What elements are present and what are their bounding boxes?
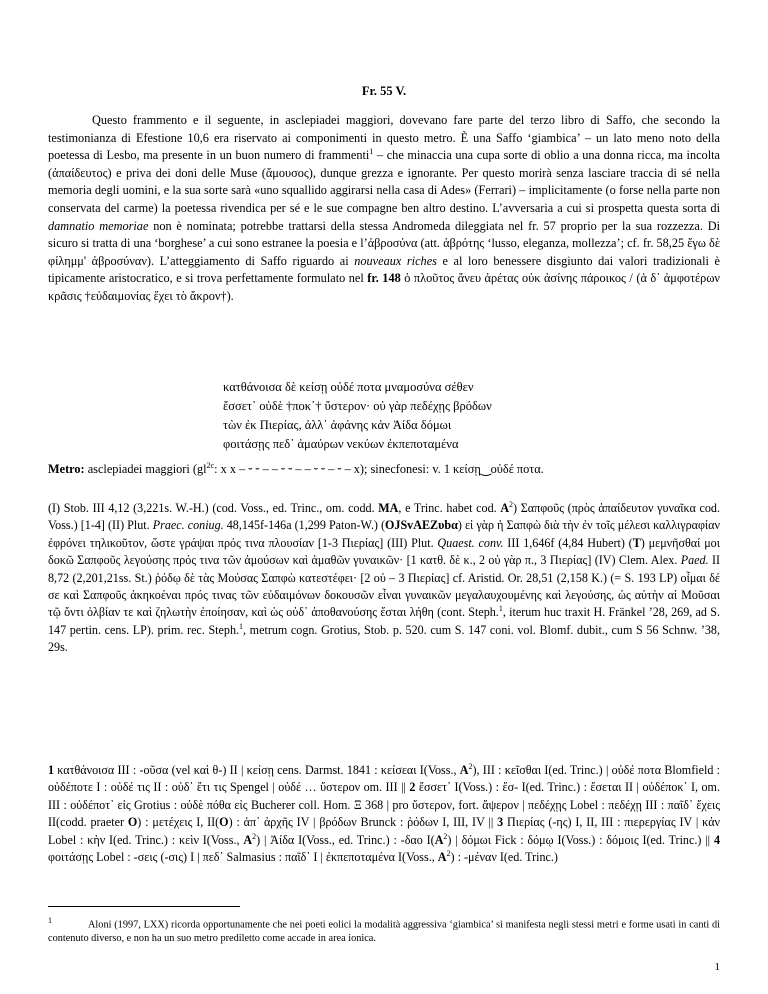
metre-label: Metro:	[48, 462, 85, 476]
page-number: 1	[714, 961, 720, 973]
footnote-text: Aloni (1997,	[88, 919, 144, 931]
verse-line: τὼν ἐκ Πιερίας, ἀλλ᾽ ἀφάνης κἀν Ἀίδα δόμωι	[223, 418, 452, 432]
apparatus-text: Πιερίας (-ης) I, II, III : πιερεργίας IV | κἀν Lobel : κὴν I(ed. Trinc.) : κεὶν I(Voss.,	[48, 815, 721, 847]
apparatus-text: ) | Ἀίδα I(Voss., ed. Trinc.) : -δαο I(	[256, 832, 435, 847]
source-bold: A	[500, 501, 510, 515]
apparatus-superscript: 2	[468, 761, 473, 771]
apparatus-text: ἔσσετ᾽ I(Voss.) : ἔσ- I(ed. Trinc.) : ἔσεται II | οὐδέποκ᾽ I, om. III : οὐδέποτ᾽ εἰς Grotius : οὐδὲ πόθα εἰς Bucherer coll. Hom. Ξ 368 | pro ὔστερον, fort. ἄψερον | πεδέχῃς Lobel : πεδέχῃ III : παῖδ᾽ ἔχεις II(codd. praeter	[48, 780, 720, 830]
source-superscript: 1	[239, 621, 244, 631]
apparatus-bold: A	[437, 850, 447, 865]
apparatus-line-number: 3	[497, 815, 504, 830]
apparatus-bold: A	[243, 832, 253, 847]
apparatus-bold: O	[127, 815, 138, 830]
apparatus-text: ) : -μέναν I(ed. Trinc.)	[450, 850, 558, 865]
apparatus-line-number: 2	[409, 780, 416, 795]
nouveaux-riches-term: nouveaux riches	[354, 253, 437, 268]
source-superscript: 2	[509, 499, 514, 509]
source-text: , e Trinc. habet cod.	[398, 501, 501, 515]
intro-text-2: – che minaccia una cupa sorte di oblio a una donna ricca, ma incolta (ἀπαίδευτος) e priva dei doni delle Muse (ἄμουσος), dunque grezza e ignorante. Per questo morirà senza lasciare traccia di sé nella memoria degli uomini, e la sua sorte sarà «uno squallido aggirarsi nella casa di Ades» (Ferrari) – implicitamente (o forse nella parte non conservata del carme) la poetessa rivendica per sé e le sue compagne ben altro destino. L’avversaria a cui si prospetta questa sorta di	[48, 148, 720, 215]
source-bold: T	[632, 535, 641, 550]
intro-text-5: ὁ πλοῦτος ἄνευ ἀρέτας οὐκ ἀσίνης πάροικος / (ἀ δ᾽ ἀμφοτέρων κρᾶσις †εὐδαιμονίας ἔχει τὸ ἄκρον†).	[48, 271, 720, 303]
intro-text-4: e al loro benessere disgiunto dai valori tradizionali è tipicamente aristocratico, e si trova perfettamente formulato nel	[48, 253, 720, 286]
verse-line: φοιτάσῃς πεδ᾽ ἀμαύρων νεκύων ἐκπεποταμένα	[223, 437, 459, 451]
source-text: 48,145f-146a (1,299 Paton-W.) (	[223, 518, 385, 533]
metre-text-a: asclepiadei maggiori (gl	[84, 462, 207, 476]
document-page	[48, 0, 720, 994]
apparatus-text: κατθάνοισα III : -οῦσα (vel καὶ θ-) II | κείσῃ cens. Darmst. 1841 : κείσεαι I(Voss.,	[54, 763, 460, 777]
footnote-text: ) ricorda opportunamente che nei poeti eolici la modalità aggressiva ‘giambica’ si manifesta negli stessi metri e forme usati in canti di contenuto diverso, e non ha un suo metro prediletto come accade in area ionica.	[48, 919, 720, 944]
source-text: ) μεμνῆσθαί μοι δοκῶ Σαπφοῦς λεγούσης πρός τινα τῶν ἀμούσων καὶ ἀμαθῶν γυναικῶν· [1 κατθ. δὲ κ., 2 οὐ γὰρ π., 3 Πιερίας] (IV) Clem. Alex.	[48, 535, 720, 568]
source-text: , metrum cogn. Grotius, Stob. p. 520. cum S. 147 coni. vol. Blomf. dubit., cum S 56 Schnw. ’38, 29s.	[48, 622, 720, 655]
apparatus-bold: A	[459, 763, 469, 777]
damnatio-memoriae-term: damnatio memoriae	[48, 218, 149, 233]
apparatus-superscript: 2	[443, 831, 448, 841]
verse-line: ἔσσετ᾽ οὐδὲ †ποκ᾽† ὔστερον· οὐ γὰρ πεδέχῃς βρόδων	[223, 399, 492, 413]
critical-apparatus	[48, 762, 720, 866]
introduction-paragraph	[48, 112, 720, 306]
source-bold: OJSvAEZυbα	[384, 518, 458, 533]
greek-verse-block	[223, 378, 492, 454]
source-italic: Praec. coniug.	[152, 518, 224, 533]
source-text: ) εἰ γὰρ ἡ Σαπφὼ διὰ τὴν ἐν τοῖς μέλεσι καλλιγραφίαν ἐφρόνει τηλικοῦτον, ὥστε γράψαι πρός τινα πλουσίαν [1-3 Πιερίας] (III) Plut.	[48, 518, 720, 550]
sources-paragraph	[48, 500, 720, 657]
footnote-number: 1	[48, 916, 52, 925]
source-superscript: 1	[498, 604, 503, 614]
footnote-smallcaps: LXX	[143, 919, 165, 931]
source-text: III 1,646f (4,84 Hubert) (	[503, 535, 633, 550]
apparatus-line-number: 4	[713, 832, 720, 847]
metre-superscript: 2c	[206, 460, 215, 470]
source-text: (I) Stob. III 4,12 (3,221s. W.-H.) (cod. Voss., ed. Trinc., om. codd.	[48, 501, 379, 515]
source-italic: Quaest. conv.	[437, 535, 504, 550]
fragment-heading: Fr. 55 V.	[361, 84, 407, 98]
verse-line: κατθάνοισα δὲ κείσῃ οὐδέ ποτα μναμοσύνα σέθεν	[223, 380, 474, 394]
metre-text-b: : x x – ⏑ ⏑ – – ⏑ ⏑ – – ⏑ ⏑ – ⏑ – x); sinecfonesi: v. 1 κείσῃ‿οὐδέ ποτα.	[214, 462, 544, 476]
footnote-separator	[48, 906, 240, 907]
apparatus-text: ) | δόμωι Fick : δόμῳ I(Voss.) : δόμοις I(ed. Trinc.) ||	[447, 832, 714, 847]
apparatus-text: ) : ἀπ᾽ ἀρχῆς IV | βρόδων Brunck : ῥόδων I, III, IV ||	[228, 815, 498, 830]
source-text: , iterum huc traxit H. Fränkel ’28, 269, ad S. 147 pertin. cens. LP). prim. rec. Steph.	[48, 605, 720, 637]
metre-line	[48, 462, 720, 477]
intro-text-1: Questo frammento e il seguente, in asclepiadei maggiori, dovevano fare parte del terzo libro di Saffo, che secondo la testimonianza di Efestione 10,6 era riservato ai componimenti in questo metro. È una Saffo ‘giambica’ – un lato meno noto della poetessa di Lesbo, ma presente in un buon numero di frammenti	[48, 113, 720, 163]
footnote-reference: 1	[369, 147, 374, 157]
source-text: II 8,72 (2,201,21ss. St.) ῥόδῳ δὲ τὰς Μούσας Σαπφὼ κατεστέφει· [2 οὐ – 3 Πιερίας] cf. Aristid. Or. 28,51 (2,158 K.) (= S. 193 LP) οἶμαι δέ σε καὶ Σαπφοῦς ἀκηκοέναι πρός τινας τῶν εὐδαιμόνων δοκουσῶν εἶναι γυναικῶν μεγαλαυχουμένης καὶ λεγούσης, ὡς αὐτὴν αἱ Μοῦσαι τῷ ὄντι ὀλβίαν τε καὶ ζηλωτὴν ἐποίησαν, καὶ ὡς οὐδ᾽ ἀποθανούσης ἔσται λήθη (cont. Steph.	[48, 553, 721, 620]
apparatus-superscript: 2	[446, 849, 451, 858]
source-bold: MA	[378, 501, 399, 515]
apparatus-bold: A	[434, 832, 444, 847]
apparatus-line-number: 1	[48, 763, 55, 777]
apparatus-text: ), III : κεῖσθαι I(ed. Trinc.) | οὐδέ ποτα Blomfield : οὐδέποτε I : οὐδέ τις II : οὐδ᾽ ἔτι τις Spengel | οὐδέ … ὔστερον om. III ||	[48, 763, 720, 795]
apparatus-superscript: 2	[252, 831, 257, 841]
apparatus-text: φοιτάσῃς Lobel : -σεις (-σις) I | πεδ᾽ Salmasius : παῖδ᾽ I | ἐκπεποταμένα I(Voss.,	[48, 850, 438, 865]
source-italic: Paed.	[680, 553, 709, 568]
apparatus-bold: O	[219, 815, 229, 830]
intro-text-3: non è nominata; potrebbe trattarsi della stessa Andromeda dileggiata nel fr. 57 proprio per la sua rozzezza. Di sicuro si tratta di una ‘borghese’ a cui sono estranee la poesia e l’ἀβροσύνα (att. ἁβρότης ‘lusso, eleganza, mollezza’; cf. fr. 58,25 ἔγω δὲ φίλημμ' ἀβροσύναν). L’atteggiamento di Saffo riguardo ai	[48, 218, 720, 268]
source-text: ) Σαπφοῦς (πρὸς ἀπαίδευτον γυναῖκα cod. Voss.) [1-4] (II) Plut.	[48, 501, 720, 533]
footnote	[48, 914, 720, 945]
apparatus-text: ) : μετέχεις I, II(	[137, 815, 220, 830]
fr148-reference: fr. 148	[367, 271, 401, 286]
